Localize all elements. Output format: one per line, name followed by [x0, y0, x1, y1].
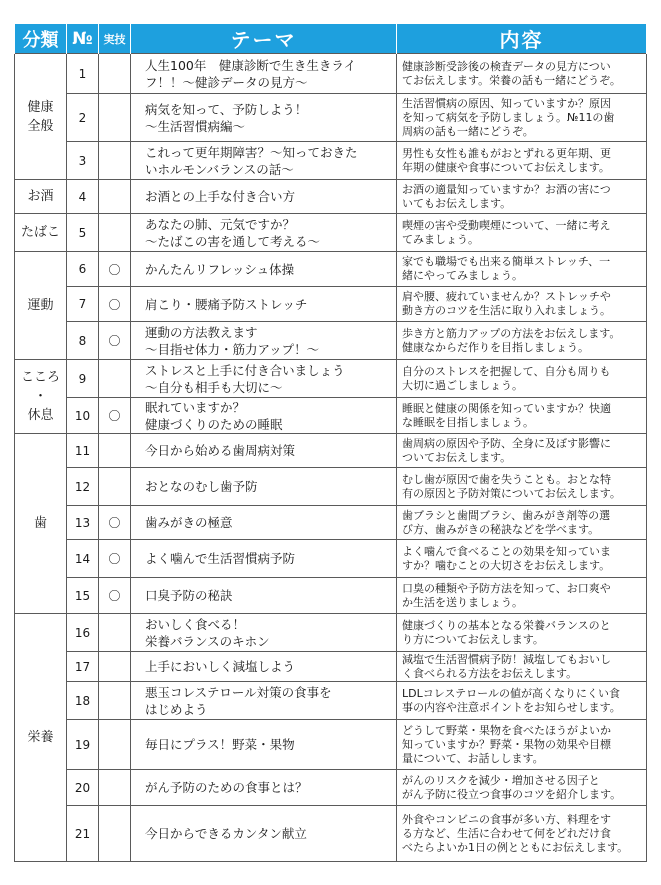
number-cell	[67, 806, 99, 862]
theme-text: 上手においしく減塩しよう	[145, 659, 296, 674]
practice-cell	[99, 434, 131, 468]
theme-text: 口臭予防の秘訣	[145, 588, 233, 603]
content-text: 歯周病の原因や予防、全身に及ぼす影響に ついてお伝えします。	[402, 436, 611, 464]
practice-cell	[99, 770, 131, 806]
category-cell	[15, 434, 67, 614]
category-label: 運動	[27, 298, 54, 313]
content-text: 歯ブラシと歯間ブラシ、歯みがき剤等の選 び方、歯みがきの秘訣などを学べます。	[402, 508, 611, 536]
content-cell	[397, 652, 647, 682]
table-row	[15, 287, 647, 322]
content-text: 生活習慣病の原因、知っていますか？原因 を知って病気を予防しましょう。№11の歯 周病の話も一緒にどうぞ。	[402, 96, 615, 138]
practice-cell	[99, 142, 131, 180]
theme-cell	[131, 806, 397, 862]
number-cell	[67, 322, 99, 360]
theme-cell	[131, 142, 397, 180]
number-cell	[67, 287, 99, 322]
content-cell	[397, 468, 647, 506]
theme-text: 眠れていますか？ 健康づくりのための睡眠	[145, 399, 283, 432]
theme-cell	[131, 54, 397, 94]
theme-cell	[131, 540, 397, 578]
practice-cell	[99, 322, 131, 360]
header-category: 分類	[15, 24, 67, 54]
content-cell	[397, 770, 647, 806]
content-cell	[397, 252, 647, 287]
table-row	[15, 770, 647, 806]
category-cell	[15, 252, 67, 360]
number-text: 6	[78, 262, 87, 276]
table-row	[15, 578, 647, 614]
theme-text: よく噛んで生活習慣病予防	[145, 551, 296, 566]
practice-cell	[99, 94, 131, 142]
number-text: 16	[74, 625, 91, 640]
number-cell	[67, 578, 99, 614]
number-cell	[67, 54, 99, 94]
theme-text: 運動の方法教えます ～目指せ体力・筋力アップ！～	[145, 324, 320, 357]
content-cell	[397, 578, 647, 614]
theme-cell	[131, 398, 397, 434]
practice-cell	[99, 180, 131, 214]
content-text: 家でも職場でも出来る簡単ストレッチ、一 緒にやってみましょう。	[402, 255, 611, 282]
practice-text: 〇	[108, 409, 121, 423]
theme-text: 毎日にプラス！野菜・果物	[145, 737, 295, 752]
number-cell	[67, 398, 99, 434]
practice-text: 〇	[108, 334, 121, 348]
theme-cell	[131, 287, 397, 322]
number-cell	[67, 434, 99, 468]
content-text: よく噛んで食べることの効果を知っていま すか？噛むことの大切さをお伝えします。	[402, 544, 611, 572]
category-label: お酒	[27, 189, 54, 204]
content-cell	[397, 398, 647, 434]
table-row	[15, 540, 647, 578]
number-text: 2	[78, 110, 87, 125]
table-row	[15, 468, 647, 506]
practice-cell	[99, 652, 131, 682]
theme-cell	[131, 180, 397, 214]
theme-cell	[131, 252, 397, 287]
content-text: 喫煙の害や受動喫煙について、一緒に考え てみましょう。	[402, 218, 611, 246]
seminar-table	[14, 24, 647, 862]
practice-text: 〇	[108, 552, 121, 566]
theme-text: 病気を知って、予防しよう！ ～生活習慣病編～	[145, 101, 308, 134]
theme-text: がん予防のための食事とは？	[145, 780, 308, 795]
number-text: 1	[78, 66, 87, 81]
table-row	[15, 54, 647, 94]
theme-cell	[131, 720, 397, 770]
content-text: 外食やコンビニの食事が多い方、料理をす る方など、生活に合わせて何をどれだけ食 べたらよいか1日の例とともにお伝えします。	[402, 812, 629, 854]
content-cell	[397, 614, 647, 652]
header-practice: 実技	[99, 24, 131, 54]
practice-cell	[99, 506, 131, 540]
theme-cell	[131, 682, 397, 720]
category-label: 栄養	[27, 730, 54, 745]
category-label: 歯	[33, 516, 47, 531]
theme-cell	[131, 770, 397, 806]
practice-text: 〇	[108, 516, 121, 530]
practice-cell	[99, 398, 131, 434]
practice-cell	[99, 806, 131, 862]
practice-text: 〇	[108, 589, 121, 603]
seminar-list	[14, 24, 646, 862]
number-text: 18	[74, 693, 91, 708]
content-cell	[397, 434, 647, 468]
theme-cell	[131, 360, 397, 398]
content-cell	[397, 287, 647, 322]
theme-cell	[131, 322, 397, 360]
table-row	[15, 360, 647, 398]
theme-cell	[131, 614, 397, 652]
number-text: 12	[74, 479, 91, 494]
content-cell	[397, 682, 647, 720]
content-text: 自分のストレスを把握して、自分も周りも 大切に過ごしましょう。	[402, 364, 611, 392]
number-text: 3	[78, 153, 87, 168]
theme-cell	[131, 468, 397, 506]
content-cell	[397, 180, 647, 214]
practice-cell	[99, 540, 131, 578]
theme-text: あなたの肺、元気ですか？ ～たばこの害を通して考える～	[145, 216, 321, 249]
theme-text: 今日から始める歯周病対策	[145, 443, 296, 458]
table-row	[15, 398, 647, 434]
theme-cell	[131, 434, 397, 468]
theme-text: おいしく食べる！ 栄養バランスのキホン	[145, 616, 270, 649]
header-theme: テーマ	[131, 24, 397, 54]
practice-cell	[99, 54, 131, 94]
theme-cell	[131, 214, 397, 252]
number-cell	[67, 214, 99, 252]
number-text: 5	[78, 225, 87, 240]
table-row	[15, 506, 647, 540]
category-cell	[15, 180, 67, 214]
category-label: 健康 全般	[27, 99, 54, 134]
theme-cell	[131, 506, 397, 540]
number-text: 13	[74, 515, 91, 530]
theme-text: かんたんリフレッシュ体操	[145, 261, 295, 277]
content-text: 減塩で生活習慣病予防！減塩してもおいし く食べられる方法をお伝えします。	[402, 652, 611, 680]
number-cell	[67, 468, 99, 506]
practice-cell	[99, 578, 131, 614]
table-row	[15, 806, 647, 862]
category-cell	[15, 614, 67, 862]
content-cell	[397, 360, 647, 398]
number-cell	[67, 682, 99, 720]
content-cell	[397, 322, 647, 360]
table-row	[15, 652, 647, 682]
number-cell	[67, 142, 99, 180]
practice-text: 〇	[108, 262, 121, 277]
number-cell	[67, 652, 99, 682]
content-text: お酒の適量知っていますか？お酒の害につ いてもお伝えします。	[402, 182, 611, 210]
table-row	[15, 720, 647, 770]
category-label: たばこ	[20, 225, 60, 240]
practice-text: 〇	[108, 297, 121, 312]
table-row	[15, 252, 647, 287]
content-text: LDLコレステロールの値が高くなりにくい食 事の内容や注意ポイントをお知らせします。	[402, 686, 621, 714]
category-cell	[15, 54, 67, 180]
content-text: 歩き方と筋力アップの方法をお伝えします。 健康なからだ作りを目指しましょう。	[402, 326, 621, 354]
content-cell	[397, 720, 647, 770]
content-cell	[397, 214, 647, 252]
table-row	[15, 214, 647, 252]
theme-text: 悪玉コレステロール対策の食事を はじめよう	[145, 684, 332, 717]
theme-text: これって更年期障害？～知っておきた いホルモンバランスの話～	[145, 144, 358, 177]
number-cell	[67, 94, 99, 142]
number-text: 21	[74, 826, 91, 841]
number-text: 4	[78, 189, 87, 204]
number-text: 7	[78, 297, 87, 311]
table-row	[15, 180, 647, 214]
practice-cell	[99, 468, 131, 506]
theme-cell	[131, 578, 397, 614]
theme-text: 肩こり・腰痛予防ストレッチ	[145, 296, 308, 312]
practice-cell	[99, 360, 131, 398]
theme-text: おとなのむし歯予防	[145, 479, 258, 494]
number-cell	[67, 180, 99, 214]
header-content: 内容	[397, 24, 647, 54]
practice-cell	[99, 720, 131, 770]
table-header-row	[15, 24, 647, 54]
theme-text: 今日からできるカンタン献立	[145, 826, 307, 841]
content-cell	[397, 506, 647, 540]
table-row	[15, 682, 647, 720]
number-text: 14	[74, 551, 91, 566]
practice-cell	[99, 214, 131, 252]
number-text: 20	[74, 780, 91, 795]
theme-text: 人生100年 健康診断で生き生きライ フ！！～健診データの見方～	[145, 57, 356, 90]
table-row	[15, 94, 647, 142]
number-cell	[67, 360, 99, 398]
table-row	[15, 322, 647, 360]
category-cell	[15, 214, 67, 252]
practice-cell	[99, 682, 131, 720]
theme-text: お酒との上手な付き合い方	[145, 189, 296, 204]
table-row	[15, 142, 647, 180]
practice-cell	[99, 287, 131, 322]
content-text: どうして野菜・果物を食べたほうがよいか 知っていますか？野菜・果物の効果や目標 量について、お話しします。	[402, 723, 611, 765]
content-text: 睡眠と健康の関係を知っていますか？快適 な睡眠を目指しましょう。	[402, 401, 611, 429]
number-cell	[67, 720, 99, 770]
practice-cell	[99, 252, 131, 287]
number-text: 9	[78, 371, 87, 386]
table-body	[15, 54, 647, 862]
number-cell	[67, 614, 99, 652]
content-text: 健康診断受診後の検査データの見方につい てお伝えします。栄養の話も一緒にどうぞ。	[402, 59, 621, 87]
category-cell	[15, 360, 67, 434]
theme-text: 歯みがきの極意	[145, 515, 233, 530]
content-text: 健康づくりの基本となる栄養バランスのと り方についてお伝えします。	[402, 618, 611, 646]
content-text: むし歯が原因で歯を失うことも。おとな特 有の原因と予防対策についてお伝えします。	[402, 472, 621, 500]
number-cell	[67, 506, 99, 540]
theme-cell	[131, 652, 397, 682]
header-number: №	[67, 24, 99, 54]
content-text: 肩や腰、疲れていませんか？ストレッチや 動き方のコツを生活に取り入れましょう。	[402, 290, 611, 317]
content-cell	[397, 806, 647, 862]
number-cell	[67, 252, 99, 287]
number-text: 17	[74, 659, 91, 674]
content-text: 口臭の種類や予防方法を知って、お口爽や か生活を送りましょう。	[402, 581, 611, 609]
content-cell	[397, 540, 647, 578]
content-cell	[397, 94, 647, 142]
number-cell	[67, 540, 99, 578]
number-text: 8	[78, 333, 87, 348]
number-cell	[67, 770, 99, 806]
content-cell	[397, 54, 647, 94]
content-cell	[397, 142, 647, 180]
table-row	[15, 434, 647, 468]
theme-cell	[131, 94, 397, 142]
number-text: 11	[74, 443, 91, 458]
practice-cell	[99, 614, 131, 652]
theme-text: ストレスと上手に付き合いましょう ～自分も相手も大切に～	[145, 362, 345, 395]
number-text: 10	[74, 408, 91, 423]
category-label: こころ ・ 休息	[20, 370, 60, 423]
table-row	[15, 614, 647, 652]
number-text: 19	[74, 737, 91, 752]
content-text: がんのリスクを減少・増加させる因子と がん予防に役立つ食事のコツを紹介します。	[402, 773, 622, 801]
content-text: 男性も女性も誰もがおとずれる更年期、更 年期の健康や食事についてお伝えします。	[402, 146, 611, 174]
number-text: 15	[74, 588, 91, 603]
